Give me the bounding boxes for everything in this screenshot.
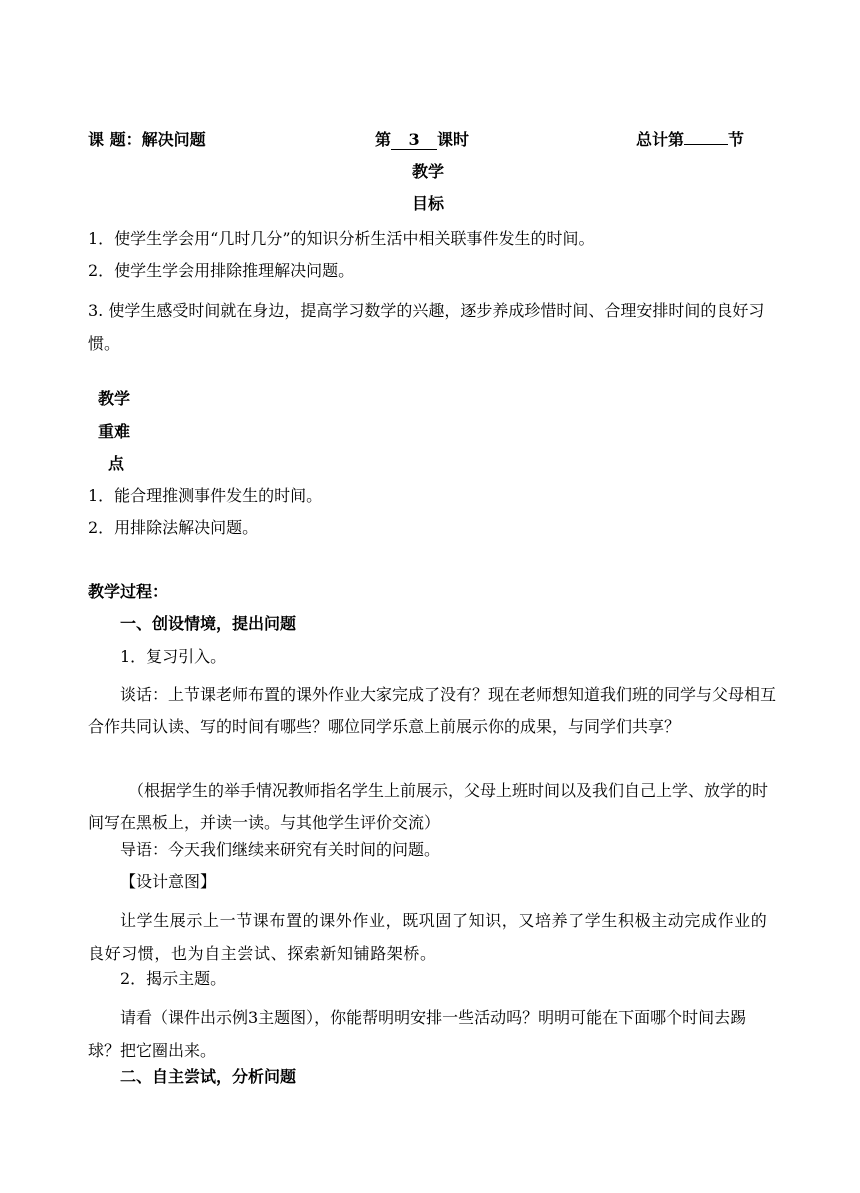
show-paragraph: 请看（课件出示例3主题图），你能帮明明安排一些活动吗？明明可能在下面哪个时间去踢球？把它圈出来。: [88, 1008, 747, 1060]
lesson-prefix: 第: [375, 130, 392, 149]
total-suffix: 节: [728, 130, 745, 149]
keypoints-heading-line2: 重难: [98, 422, 131, 441]
keypoints-heading-line1: 教学: [98, 389, 131, 408]
total-count-field: [636, 130, 744, 150]
keypoints-heading-line3: 点: [108, 454, 125, 473]
design-label: 【设计意图】: [120, 872, 217, 891]
lesson-number-field: [375, 130, 469, 150]
guide-text: 导语：今天我们继续来研究有关时间的问题。: [120, 840, 441, 859]
total-prefix: 总计第: [636, 130, 685, 149]
keypoint-item-2: 2．用排除法解决问题。: [88, 518, 259, 537]
design-paragraph: 让学生展示上一节课布置的课外作业，既巩固了知识，又培养了学生积极主动完成作业的良好习惯，也为自主尝试、探索新知铺路架桥。: [88, 911, 768, 963]
objectives-heading-line2: 目标: [412, 194, 445, 213]
objective-item-2: 2．使学生学会用排除推理解决问题。: [88, 261, 355, 280]
objectives-heading-line1: 教学: [412, 162, 445, 181]
keypoint-item-1: 1．能合理推测事件发生的时间。: [88, 486, 323, 505]
note-paragraph: （根据学生的举手情况教师指名学生上前展示，父母上班时间以及我们自己上学、放学的时间写在黑板上，并读一读。与其他学生评价交流）: [88, 781, 769, 832]
section1-title: 一、创设情境，提出问题: [120, 614, 297, 633]
section2-title: 二、自主尝试，分析问题: [120, 1067, 297, 1086]
lesson-number: 3: [391, 131, 437, 150]
objective-item-3: 3. 使学生感受时间就在身边，提高学习数学的兴趣，逐步养成珍惜时间、合理安排时间的良好习惯。: [88, 301, 765, 353]
topic-label: 课 题：解决问题: [88, 130, 206, 149]
lesson-suffix: 课时: [437, 130, 470, 149]
talk-paragraph: 谈话：上节课老师布置的课外作业大家完成了没有？现在老师想知道我们班的同学与父母相互合作共同认读、写的时间有哪些？哪位同学乐意上前展示你的成果，与同学们共享？: [88, 685, 777, 736]
step2-text: 2．揭示主题。: [120, 969, 227, 988]
step1-text: 1．复习引入。: [120, 647, 227, 666]
total-blank: [684, 144, 728, 145]
process-heading: 教学过程：: [88, 582, 169, 601]
objective-item-1: 1．使学生学会用“几时几分”的知识分析生活中相关联事件发生的时间。: [88, 229, 595, 248]
